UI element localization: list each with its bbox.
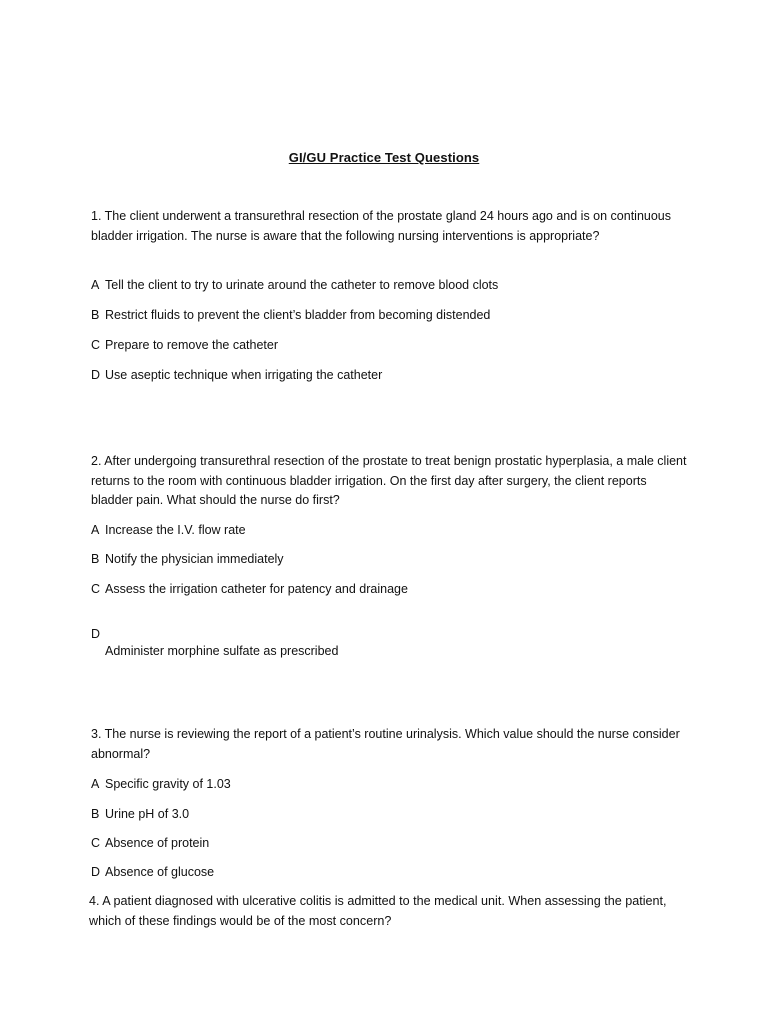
question-3-stem: 3. The nurse is reviewing the report of a patient’s routine urinalysis. Which value should the nurse consider abnormal? [91, 727, 680, 761]
option-text: Notify the physician immediately [105, 552, 284, 566]
option-text: Use aseptic technique when irrigating the catheter [105, 368, 383, 382]
question-1-option-d [91, 366, 382, 384]
question-1-option-c [91, 336, 278, 354]
question-2-option-b [91, 550, 284, 568]
option-letter: C [91, 836, 101, 850]
option-letter: D [91, 865, 101, 879]
option-text: Increase the I.V. flow rate [105, 523, 246, 537]
option-letter: A [91, 777, 100, 791]
option-letter: A [91, 523, 100, 537]
option-letter: B [91, 807, 100, 821]
question-1-option-b [91, 306, 490, 324]
option-text: Absence of protein [105, 836, 210, 850]
option-text: Absence of glucose [105, 865, 215, 879]
question-2-option-a [91, 521, 246, 539]
document-title: GI/GU Practice Test Questions [288, 150, 480, 165]
question-4-stem: 4. A patient diagnosed with ulcerative colitis is admitted to the medical unit. When assessing the patient, which of these findings would be of the most concern? [89, 894, 667, 928]
question-2-stem: 2. After undergoing transurethral resection of the prostate to treat benign prostatic hyperplasia, a male client returns to the room with continuous bladder irrigation. On the first day after surgery, the client reports bladder pain. What should the nurse do first? [91, 454, 687, 507]
question-1-option-a [91, 276, 498, 294]
option-letter: A [91, 278, 100, 292]
question-3-option-c [91, 834, 209, 852]
question-2-option-d [91, 625, 338, 660]
option-letter: B [91, 308, 100, 322]
option-letter: D [91, 627, 101, 641]
option-letter: D [91, 368, 101, 382]
option-text: Prepare to remove the catheter [105, 338, 279, 352]
option-letter: C [91, 338, 101, 352]
question-1-stem: 1. The client underwent a transurethral resection of the prostate gland 24 hours ago and is on continuous bladder irrigation. The nurse is aware that the following nursing interventions is appropriate? [91, 209, 672, 243]
option-text: Urine pH of 3.0 [105, 807, 190, 821]
option-letter: B [91, 552, 100, 566]
option-letter: C [91, 582, 101, 596]
option-text: Administer morphine sulfate as prescribed [105, 644, 339, 658]
question-3-option-d [91, 863, 214, 881]
question-3-option-a [91, 775, 231, 793]
option-text: Specific gravity of 1.03 [105, 777, 231, 791]
question-3-option-b [91, 805, 189, 823]
option-text: Tell the client to try to urinate around the catheter to remove blood clots [105, 278, 499, 292]
question-2-option-c [91, 580, 408, 598]
option-text: Restrict fluids to prevent the client’s bladder from becoming distended [105, 308, 491, 322]
option-text: Assess the irrigation catheter for patency and drainage [105, 582, 408, 596]
